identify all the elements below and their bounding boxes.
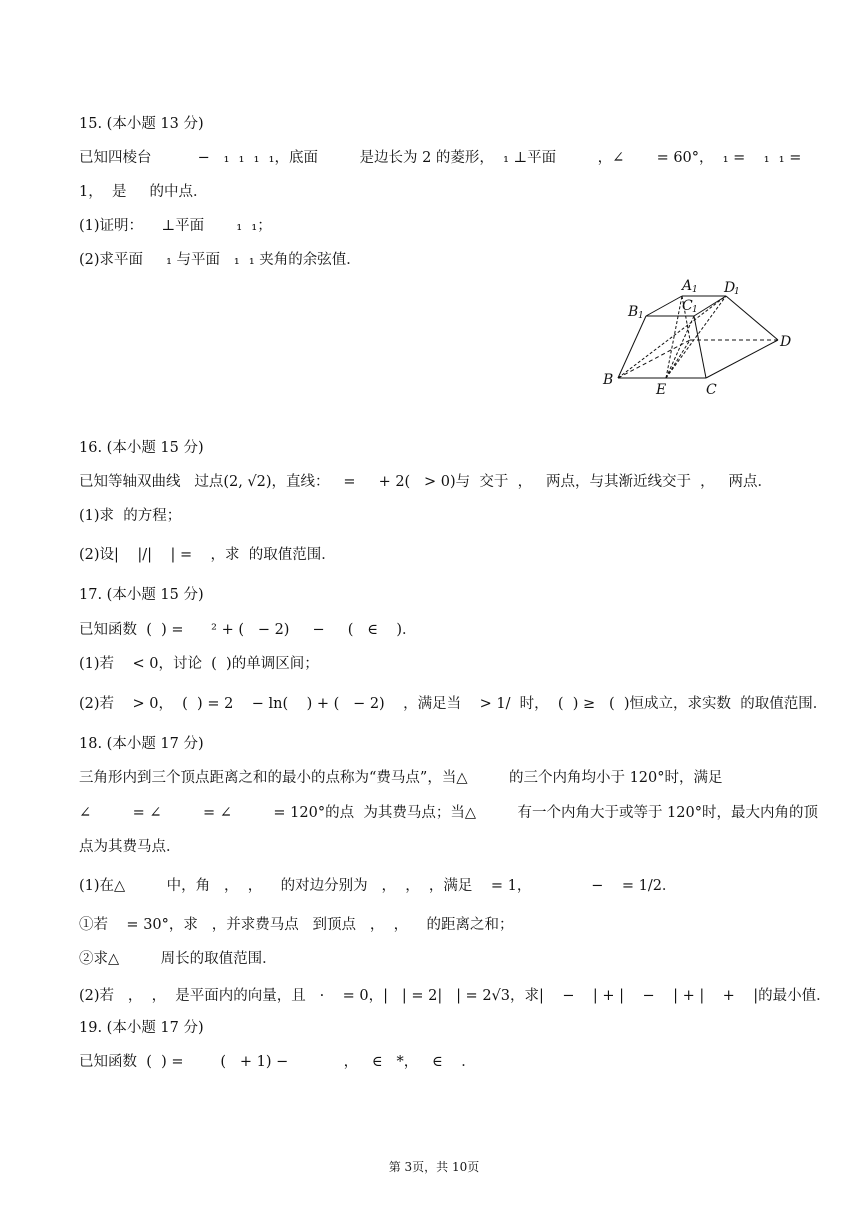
problem-15-line-2: 1， 是 的中点． [79,184,208,200]
edge-CD [706,340,778,378]
problem-16-part-2: (2)设| |/| | = ，求 的取值范围． [79,547,336,563]
problem-18-header: 18. (本小题 17 分) [79,736,204,752]
label-C-bottom: C [706,382,717,398]
problem-15-part-2: (2)求平面 ₁ 与平面 ₁ ₁ 夹角的余弦值． [79,252,361,268]
label-A-sub: 1 [692,285,698,295]
segment-EC1 [666,316,694,378]
problem-18-part-1-i: ①若 = 30°，求 ，并求费马点 到顶点 ， ， 的距离之和； [79,917,514,933]
edge-C1D1 [694,296,726,316]
label-C: C [682,298,693,314]
label-B-bottom: B [603,372,614,388]
problem-18-line-3: 点为其费马点． [79,839,181,855]
problem-16-line-1: 已知等轴双曲线 过点(2, √2)，直线： = + 2( > 0)与 交于 ， 两点，与其渐近线交于 ， 两点． [79,474,772,490]
segment-EA [666,340,690,378]
label-D: D [724,280,736,296]
label-B: B [628,304,639,320]
problem-16-header: 16. (本小题 15 分) [79,440,204,456]
problem-15-header: 15. (本小题 13 分) [79,116,204,132]
edge-BB1 [618,316,646,378]
segment-EA1 [666,296,682,378]
problem-18-part-2: (2)若 ， ， 是平面内的向量，且 · = 0，| | = 2| | = 2√3，求| − | + | − | + | + |的最小值． [79,988,831,1004]
edge-BA-hidden [618,340,690,378]
problem-16-part-1: (1)求 的方程； [79,508,182,524]
label-E: E [656,382,667,398]
frustum-figure [598,276,798,401]
edge-B1A1 [646,296,682,316]
label-B-sub: 1 [638,311,644,321]
problem-15-part-1: (1)证明： ⊥平面 ₁ ₁； [79,218,272,234]
problem-15-line-1: 已知四棱台 − ₁ ₁ ₁ ₁，底面 是边长为 2 的菱形， ₁ ⊥平面 ，∠ = 60°， ₁ = ₁ ₁ = [79,150,802,166]
label-C-sub: 1 [692,305,698,315]
page-footer: 第 3页，共 10页 [388,1160,480,1174]
problem-19-header: 19. (本小题 17 分) [79,1020,204,1036]
label-D-sub: 1 [734,287,740,297]
problem-18-part-1-ii: ②求△ 周长的取值范围． [79,951,277,967]
edge-DD1 [726,296,778,340]
problem-18-line-2: ∠ = ∠ = ∠ = 120°的点 为其费马点；当△ 有一个内角大于或等于 120°时，最大内角的顶 [79,805,818,821]
problem-17-line-1: 已知函数 ( ) = ² + ( − 2) − ( ∈ )． [79,622,417,638]
problem-18-line-1: 三角形内到三个顶点距离之和的最小的点称为“费马点”，当△ 的三个内角均小于 120°时，满足 [79,770,723,786]
label-A: A [682,278,693,294]
problem-17-header: 17. (本小题 15 分) [79,587,204,603]
problem-18-part-1: (1)在△ 中，角 ， ， 的对边分别为 ， ， ，满足 = 1， − = 1/2． [79,878,677,894]
problem-19-line-1: 已知函数 ( ) = ( + 1) − ， ∈ *， ∈ ． [79,1054,476,1070]
problem-17-part-1: (1)若 < 0，讨论 ( )的单调区间； [79,656,319,672]
problem-17-part-2: (2)若 > 0， ( ) = 2 − ln( ) + ( − 2) ，满足当 > 1/ 时， ( ) ≥ ( )恒成立，求实数 的取值范围． [79,696,828,712]
label-D-bottom: D [780,334,792,350]
